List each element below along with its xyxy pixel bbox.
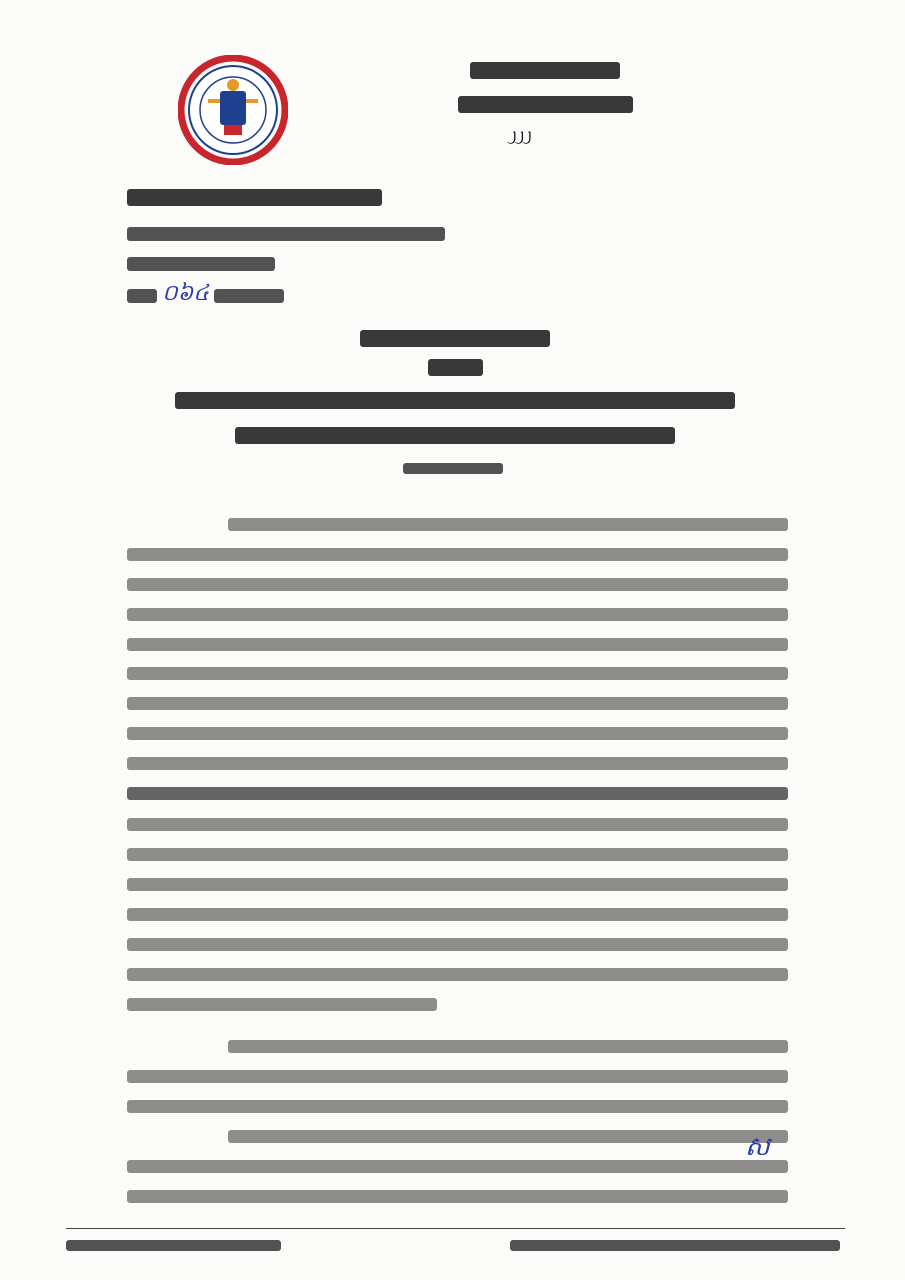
kingdom-line — [460, 58, 630, 80]
footer-phone — [510, 1238, 840, 1252]
motto-line — [445, 92, 645, 114]
notice-subtitle — [400, 357, 510, 376]
ministry-seal-icon — [178, 55, 288, 165]
unit-name — [127, 253, 275, 272]
footer-address — [66, 1238, 281, 1252]
notice-subject-line-1 — [170, 390, 740, 409]
notice-ornament — [390, 458, 515, 477]
handwritten-initials: ស — [745, 1132, 770, 1162]
header-ornament: ᧒᧒᧒ — [508, 124, 532, 143]
notice-subject-line-2 — [230, 425, 680, 444]
reference-number: ០៦៤ — [127, 279, 284, 311]
committee-name — [127, 223, 445, 242]
ministry-name — [127, 185, 382, 207]
notice-title — [330, 328, 580, 347]
footer-divider — [66, 1228, 845, 1229]
